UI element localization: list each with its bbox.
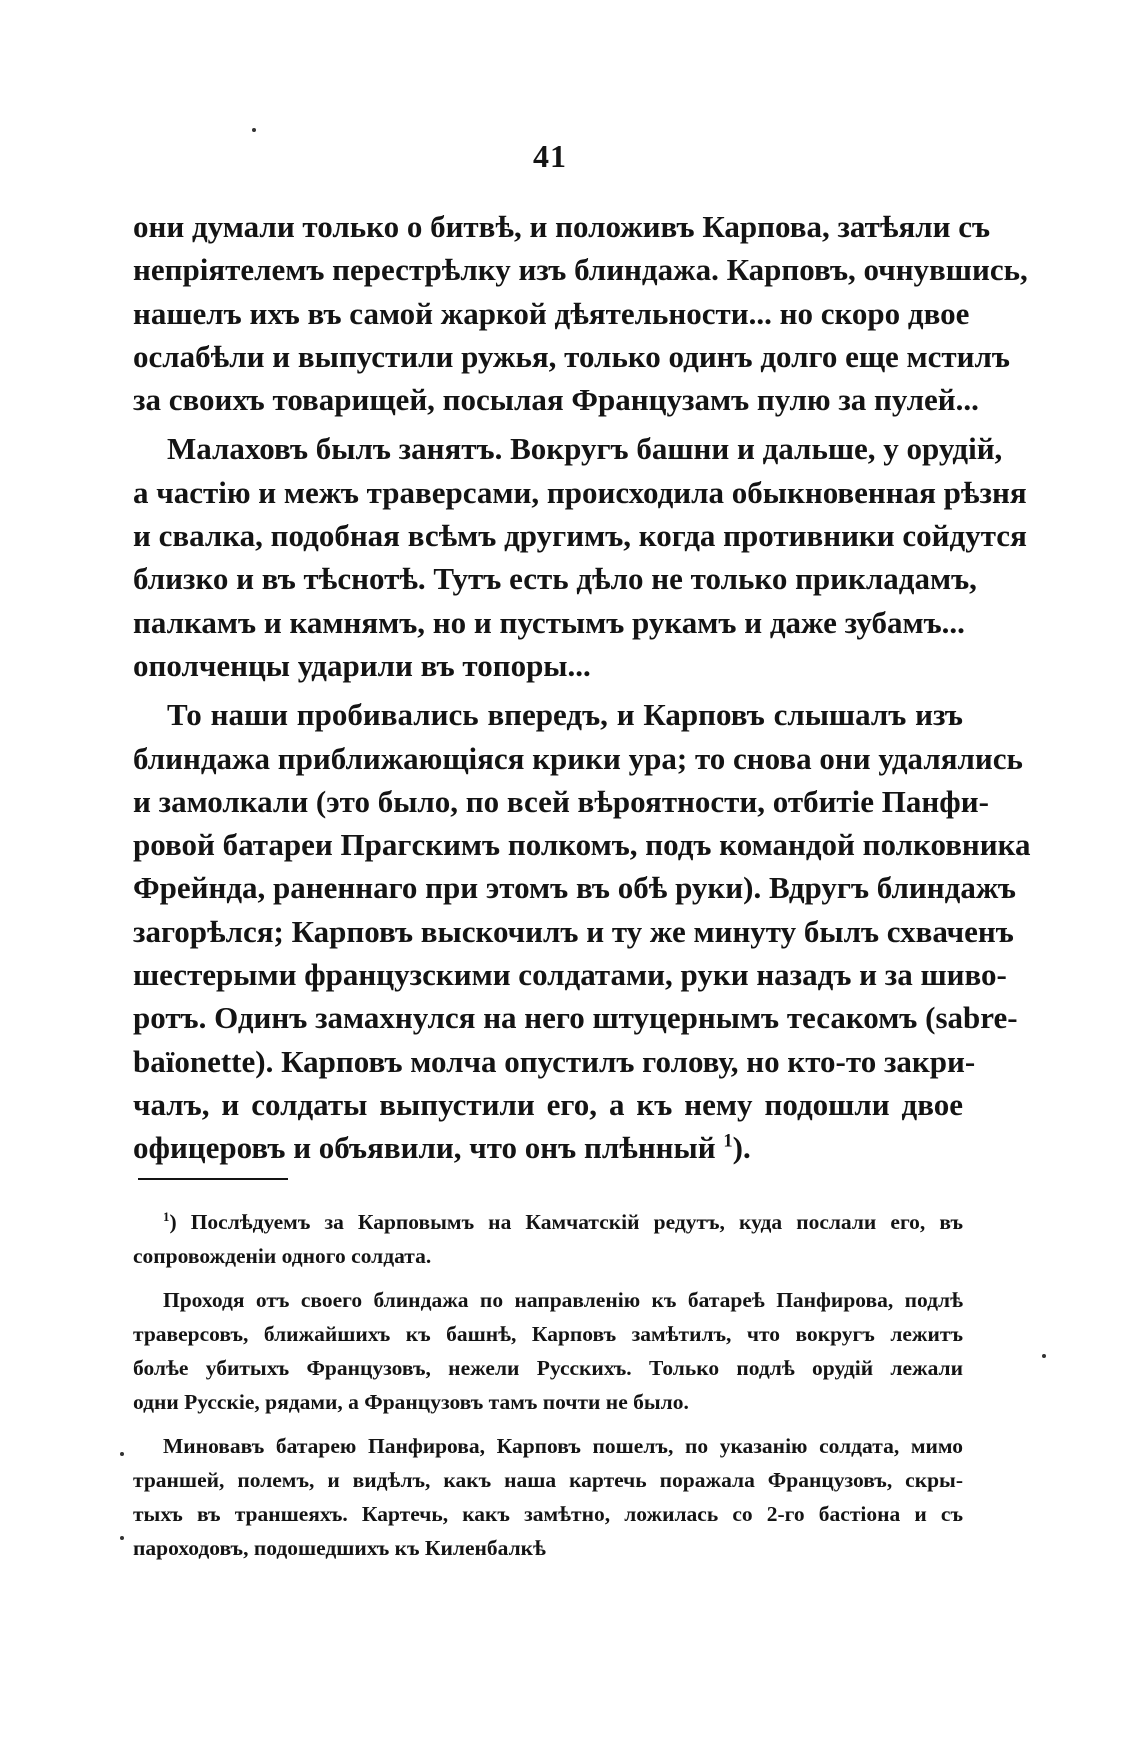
footnote-line: траверсовъ, ближайшихъ къ башнѣ, Карповъ замѣтилъ, что вокругъ лежитъ	[133, 1322, 963, 1346]
text-line: а частію и межъ траверсами, происходила обыкновенная рѣзня	[133, 474, 1027, 510]
paragraph	[133, 693, 1031, 1169]
text-line: baïonette). Карповъ молча опустилъ голову, но кто-то закри-	[133, 1043, 976, 1079]
footnote-marker: 1	[163, 1209, 170, 1224]
main-text	[133, 205, 1031, 1170]
footnote-line: траншей, полемъ, и видѣлъ, какъ наша картечь поражала Французовъ, скры-	[133, 1468, 963, 1492]
text-line: близко и въ тѣснотѣ. Тутъ есть дѣло не только прикладамъ,	[133, 561, 977, 597]
text-line: То наши пробивались впередъ, и Карповъ слышалъ изъ	[167, 697, 963, 733]
text-line: они думали только о битвѣ, и положивъ Карпова, затѣяли съ	[133, 209, 991, 244]
text-line: за своихъ товарищей, посылая Французамъ пулю за пулей...	[133, 382, 979, 418]
footnote-line: ) Послѣдуемъ за Карповымъ на Камчатскій редутъ, куда послали его, въ	[169, 1210, 963, 1234]
text-line: палкамъ и камнямъ, но и пустымъ рукамъ и даже зубамъ...	[133, 604, 965, 640]
footnote-line-first	[133, 1205, 963, 1239]
text-line: ополченцы ударили въ топоры...	[133, 647, 591, 683]
footnote-divider	[138, 1178, 288, 1180]
text-line: блиндажа приближающіяся крики ура; то снова они удалялись	[133, 740, 1023, 776]
paragraph	[133, 205, 1028, 421]
footnote-paragraph	[133, 1429, 963, 1565]
footnote-paragraph	[133, 1283, 963, 1419]
closing-punctuation: ).	[732, 1130, 751, 1166]
text-line: нашелъ ихъ въ самой жаркой дѣятельности... но скоро двое	[133, 295, 970, 331]
footnote-line: пароходовъ, подошедшихъ къ Киленбалкѣ	[133, 1536, 546, 1560]
print-speck	[120, 1452, 124, 1456]
text-line: ровой батареи Прагскимъ полкомъ, подъ командой полковника	[133, 827, 1031, 863]
paragraph	[133, 427, 1027, 687]
print-speck	[1042, 1354, 1046, 1358]
text-line: офицеровъ и объявили, что онъ плѣнный	[133, 1130, 716, 1166]
text-line: непріятелемъ перестрѣлку изъ блиндажа. Карповъ, очнувшись,	[133, 252, 1028, 288]
text-line-last	[133, 1126, 963, 1169]
page-number: 41	[533, 138, 567, 174]
footnote	[133, 1205, 963, 1273]
text-line: шестерыми французскими солдатами, руки назадъ и за шиво-	[133, 957, 1007, 993]
text-line: Фрейнда, раненнаго при этомъ въ обѣ руки). Вдругъ блиндажъ	[133, 870, 1016, 906]
footnote-line: одни Русскіе, рядами, а Французовъ тамъ почти не было.	[133, 1390, 689, 1414]
print-speck	[252, 128, 256, 132]
footnote-line: болѣе убитыхъ Французовъ, нежели Русскихъ. Только подлѣ орудій лежали	[133, 1356, 963, 1380]
footnote-line: тыхъ въ траншеяхъ. Картечь, какъ замѣтно, ложилась со 2-го бастіона и съ	[133, 1502, 963, 1526]
text-line: чалъ, и солдаты выпустили его, а къ нему подошли двое	[133, 1086, 963, 1122]
footnote-reference[interactable]: 1	[723, 1130, 733, 1152]
text-line: и замолкали (это было, по всей вѣроятности, отбитіе Панфи-	[133, 783, 989, 819]
footnote-line: Проходя отъ своего блиндажа по направленію къ батареѣ Панфирова, подлѣ	[163, 1288, 963, 1312]
text-line: и свалка, подобная всѣмъ другимъ, когда противники сойдутся	[133, 518, 1027, 554]
text-line: ротъ. Одинъ замахнулся на него штуцернымъ тесакомъ (sabre-	[133, 1000, 1018, 1036]
footnote-line: Миновавъ батарею Панфирова, Карповъ пошелъ, по указанію солдата, мимо	[163, 1434, 963, 1458]
text-line: ослабѣли и выпустили ружья, только одинъ долго еще мстилъ	[133, 338, 1010, 374]
text-line: Малаховъ былъ занятъ. Вокругъ башни и дальше, у орудій,	[167, 431, 1003, 467]
text-line: загорѣлся; Карповъ выскочилъ и ту же минуту былъ схваченъ	[133, 913, 1014, 949]
footnote-line: сопровожденіи одного солдата.	[133, 1244, 432, 1268]
footnotes	[133, 1205, 963, 1565]
print-speck	[120, 1536, 124, 1540]
